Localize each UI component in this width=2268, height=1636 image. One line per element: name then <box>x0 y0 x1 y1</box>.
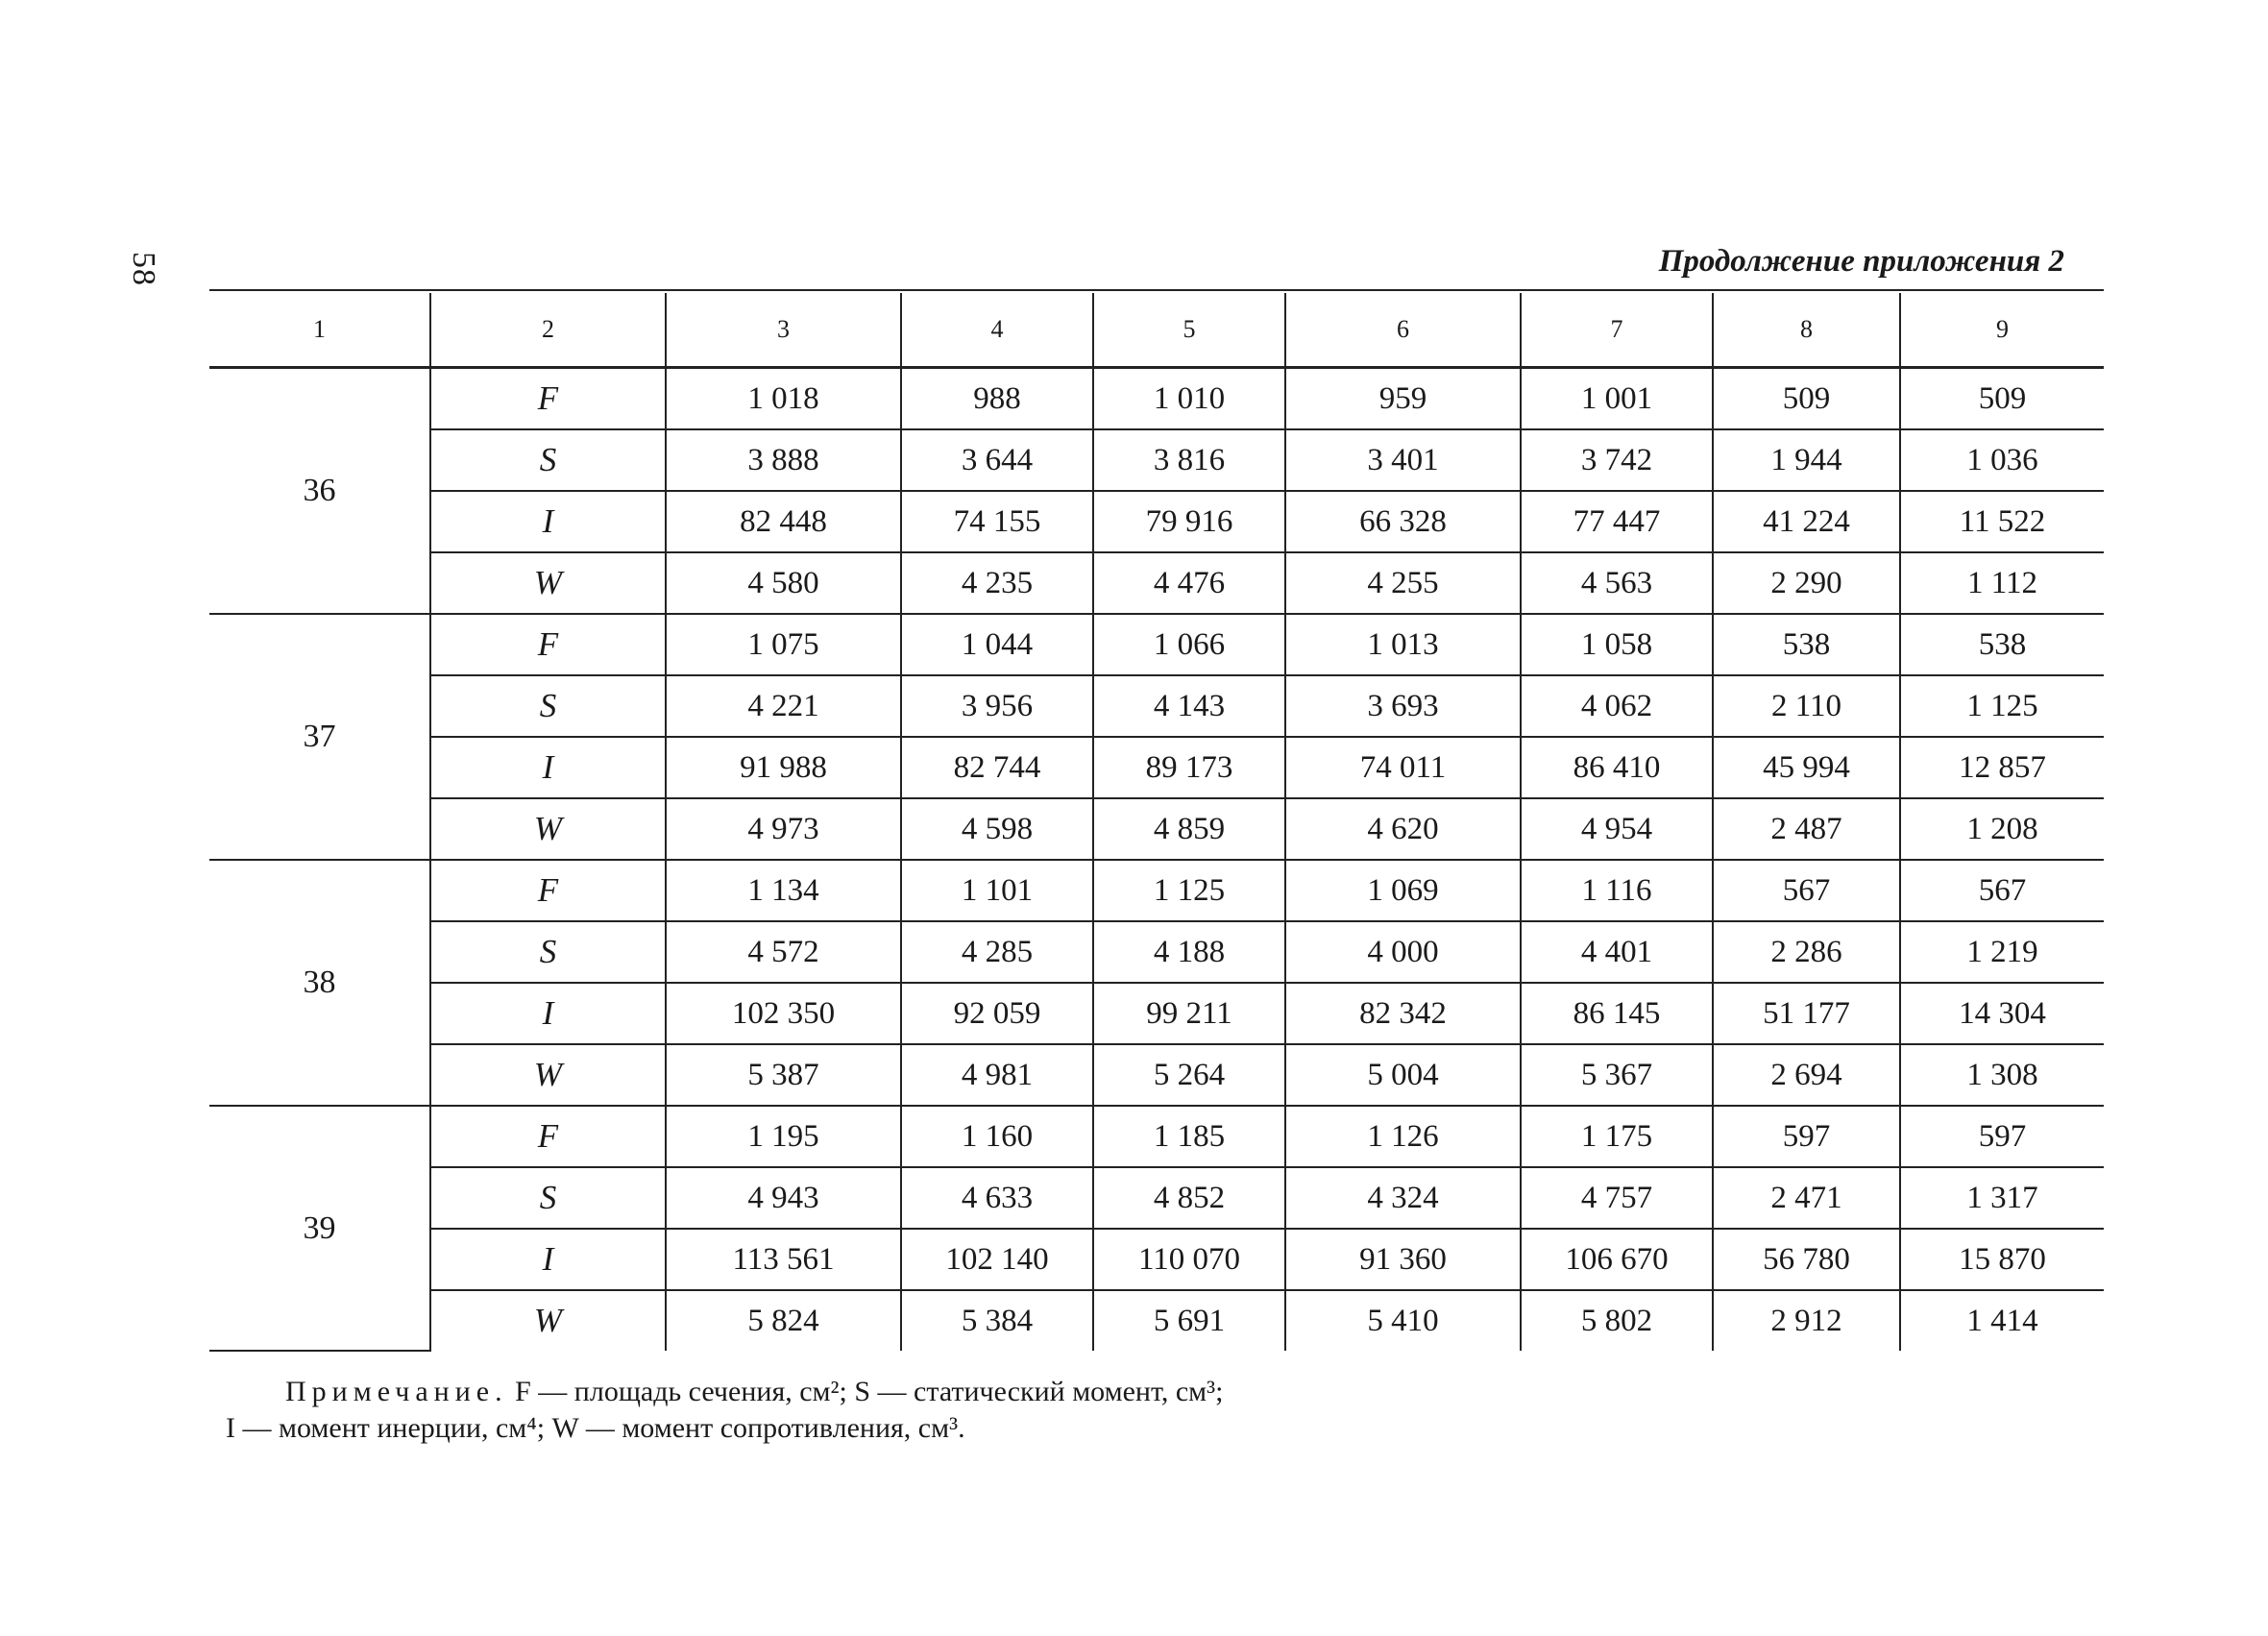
value-cell: 4 476 <box>1093 552 1285 614</box>
value-cell: 1 101 <box>901 860 1093 921</box>
value-cell: 4 143 <box>1093 675 1285 737</box>
value-cell: 1 075 <box>666 614 901 675</box>
value-cell: 4 255 <box>1285 552 1521 614</box>
value-cell: 92 059 <box>901 983 1093 1044</box>
value-cell: 77 447 <box>1521 491 1713 552</box>
table-row <box>209 983 2104 1044</box>
value-cell: 1 066 <box>1093 614 1285 675</box>
table-row <box>209 491 2104 552</box>
value-cell: 14 304 <box>1900 983 2104 1044</box>
value-cell: 3 816 <box>1093 429 1285 491</box>
value-cell: 3 956 <box>901 675 1093 737</box>
value-cell: 45 994 <box>1713 737 1900 798</box>
group-number: 36 <box>209 368 430 615</box>
value-cell: 3 888 <box>666 429 901 491</box>
table-row <box>209 737 2104 798</box>
value-cell: 4 973 <box>666 798 901 860</box>
value-cell: 2 110 <box>1713 675 1900 737</box>
column-header: 4 <box>901 293 1093 368</box>
table-row <box>209 1167 2104 1229</box>
value-cell: 4 401 <box>1521 921 1713 983</box>
quantity-symbol: S <box>430 921 666 983</box>
value-cell: 1 013 <box>1285 614 1521 675</box>
value-cell: 509 <box>1900 368 2104 430</box>
value-cell: 91 360 <box>1285 1229 1521 1290</box>
value-cell: 4 981 <box>901 1044 1093 1106</box>
value-cell: 86 145 <box>1521 983 1713 1044</box>
value-cell: 4 598 <box>901 798 1093 860</box>
value-cell: 1 069 <box>1285 860 1521 921</box>
value-cell: 74 011 <box>1285 737 1521 798</box>
value-cell: 74 155 <box>901 491 1093 552</box>
value-cell: 66 328 <box>1285 491 1521 552</box>
value-cell: 2 286 <box>1713 921 1900 983</box>
value-cell: 5 384 <box>901 1290 1093 1351</box>
value-cell: 4 324 <box>1285 1167 1521 1229</box>
value-cell: 1 010 <box>1093 368 1285 430</box>
quantity-symbol: F <box>430 368 666 430</box>
quantity-symbol: W <box>430 1044 666 1106</box>
quantity-symbol: W <box>430 798 666 860</box>
value-cell: 1 125 <box>1900 675 2104 737</box>
value-cell: 5 824 <box>666 1290 901 1351</box>
table-row <box>209 1229 2104 1290</box>
value-cell: 4 757 <box>1521 1167 1713 1229</box>
value-cell: 3 693 <box>1285 675 1521 737</box>
table-row <box>209 614 2104 675</box>
value-cell: 1 001 <box>1521 368 1713 430</box>
value-cell: 4 563 <box>1521 552 1713 614</box>
value-cell: 1 160 <box>901 1106 1093 1167</box>
value-cell: 79 916 <box>1093 491 1285 552</box>
quantity-symbol: I <box>430 983 666 1044</box>
value-cell: 988 <box>901 368 1093 430</box>
quantity-symbol: I <box>430 737 666 798</box>
column-header: 5 <box>1093 293 1285 368</box>
footnote-line-2: I — момент инерции, см⁴; W — момент сопротивления, см³. <box>226 1412 965 1444</box>
value-cell: 1 175 <box>1521 1106 1713 1167</box>
value-cell: 1 219 <box>1900 921 2104 983</box>
value-cell: 106 670 <box>1521 1229 1713 1290</box>
value-cell: 4 620 <box>1285 798 1521 860</box>
value-cell: 5 004 <box>1285 1044 1521 1106</box>
value-cell: 3 742 <box>1521 429 1713 491</box>
value-cell: 4 852 <box>1093 1167 1285 1229</box>
data-table <box>209 293 2104 1352</box>
value-cell: 41 224 <box>1713 491 1900 552</box>
value-cell: 15 870 <box>1900 1229 2104 1290</box>
value-cell: 2 471 <box>1713 1167 1900 1229</box>
quantity-symbol: I <box>430 1229 666 1290</box>
value-cell: 4 000 <box>1285 921 1521 983</box>
table-row <box>209 675 2104 737</box>
column-header: 9 <box>1900 293 2104 368</box>
value-cell: 1 317 <box>1900 1167 2104 1229</box>
value-cell: 538 <box>1713 614 1900 675</box>
column-header: 8 <box>1713 293 1900 368</box>
value-cell: 5 387 <box>666 1044 901 1106</box>
value-cell: 4 285 <box>901 921 1093 983</box>
value-cell: 4 221 <box>666 675 901 737</box>
value-cell: 56 780 <box>1713 1229 1900 1290</box>
value-cell: 82 448 <box>666 491 901 552</box>
quantity-symbol: F <box>430 614 666 675</box>
value-cell: 4 943 <box>666 1167 901 1229</box>
value-cell: 509 <box>1713 368 1900 430</box>
value-cell: 102 350 <box>666 983 901 1044</box>
value-cell: 4 188 <box>1093 921 1285 983</box>
column-header: 7 <box>1521 293 1713 368</box>
quantity-symbol: S <box>430 1167 666 1229</box>
value-cell: 99 211 <box>1093 983 1285 1044</box>
value-cell: 91 988 <box>666 737 901 798</box>
value-cell: 82 744 <box>901 737 1093 798</box>
value-cell: 5 410 <box>1285 1290 1521 1351</box>
value-cell: 5 802 <box>1521 1290 1713 1351</box>
value-cell: 110 070 <box>1093 1229 1285 1290</box>
table-body <box>209 368 2104 1352</box>
value-cell: 5 264 <box>1093 1044 1285 1106</box>
table-row <box>209 552 2104 614</box>
value-cell: 538 <box>1900 614 2104 675</box>
value-cell: 1 125 <box>1093 860 1285 921</box>
value-cell: 1 185 <box>1093 1106 1285 1167</box>
quantity-symbol: F <box>430 860 666 921</box>
group-number: 38 <box>209 860 430 1106</box>
table-row <box>209 1106 2104 1167</box>
group-number: 39 <box>209 1106 430 1351</box>
value-cell: 4 859 <box>1093 798 1285 860</box>
value-cell: 1 208 <box>1900 798 2104 860</box>
value-cell: 959 <box>1285 368 1521 430</box>
value-cell: 4 580 <box>666 552 901 614</box>
value-cell: 2 487 <box>1713 798 1900 860</box>
value-cell: 5 691 <box>1093 1290 1285 1351</box>
value-cell: 597 <box>1900 1106 2104 1167</box>
group-number: 37 <box>209 614 430 860</box>
table-row <box>209 429 2104 491</box>
value-cell: 4 572 <box>666 921 901 983</box>
header-row <box>209 293 2104 368</box>
value-cell: 4 062 <box>1521 675 1713 737</box>
table-row <box>209 368 2104 430</box>
value-cell: 51 177 <box>1713 983 1900 1044</box>
value-cell: 86 410 <box>1521 737 1713 798</box>
top-rule <box>209 289 2104 291</box>
quantity-symbol: F <box>430 1106 666 1167</box>
value-cell: 113 561 <box>666 1229 901 1290</box>
table-row <box>209 798 2104 860</box>
table-row <box>209 1044 2104 1106</box>
value-cell: 4 235 <box>901 552 1093 614</box>
value-cell: 3 401 <box>1285 429 1521 491</box>
quantity-symbol: W <box>430 552 666 614</box>
column-header: 6 <box>1285 293 1521 368</box>
page-number: 58 <box>126 252 161 286</box>
value-cell: 1 126 <box>1285 1106 1521 1167</box>
running-head: Продолжение приложения 2 <box>1658 244 2064 279</box>
value-cell: 3 644 <box>901 429 1093 491</box>
value-cell: 1 044 <box>901 614 1093 675</box>
value-cell: 89 173 <box>1093 737 1285 798</box>
value-cell: 82 342 <box>1285 983 1521 1044</box>
quantity-symbol: S <box>430 429 666 491</box>
value-cell: 1 112 <box>1900 552 2104 614</box>
value-cell: 1 414 <box>1900 1290 2104 1351</box>
quantity-symbol: I <box>430 491 666 552</box>
value-cell: 102 140 <box>901 1229 1093 1290</box>
value-cell: 1 116 <box>1521 860 1713 921</box>
footnote-lead: Примечание. <box>285 1376 508 1407</box>
value-cell: 1 018 <box>666 368 901 430</box>
value-cell: 2 912 <box>1713 1290 1900 1351</box>
value-cell: 1 944 <box>1713 429 1900 491</box>
value-cell: 11 522 <box>1900 491 2104 552</box>
value-cell: 597 <box>1713 1106 1900 1167</box>
value-cell: 2 694 <box>1713 1044 1900 1106</box>
column-header: 3 <box>666 293 901 368</box>
footnote <box>226 1374 1475 1447</box>
value-cell: 5 367 <box>1521 1044 1713 1106</box>
value-cell: 1 036 <box>1900 429 2104 491</box>
value-cell: 4 633 <box>901 1167 1093 1229</box>
value-cell: 1 195 <box>666 1106 901 1167</box>
value-cell: 4 954 <box>1521 798 1713 860</box>
table-row <box>209 1290 2104 1351</box>
column-header: 2 <box>430 293 666 368</box>
value-cell: 1 308 <box>1900 1044 2104 1106</box>
value-cell: 1 058 <box>1521 614 1713 675</box>
footnote-line-1: F — площадь сечения, см²; S — статический момент, см³; <box>515 1376 1224 1407</box>
value-cell: 1 134 <box>666 860 901 921</box>
quantity-symbol: W <box>430 1290 666 1351</box>
column-header: 1 <box>209 293 430 368</box>
value-cell: 2 290 <box>1713 552 1900 614</box>
value-cell: 567 <box>1713 860 1900 921</box>
table-row <box>209 921 2104 983</box>
table-row <box>209 860 2104 921</box>
value-cell: 567 <box>1900 860 2104 921</box>
value-cell: 12 857 <box>1900 737 2104 798</box>
quantity-symbol: S <box>430 675 666 737</box>
